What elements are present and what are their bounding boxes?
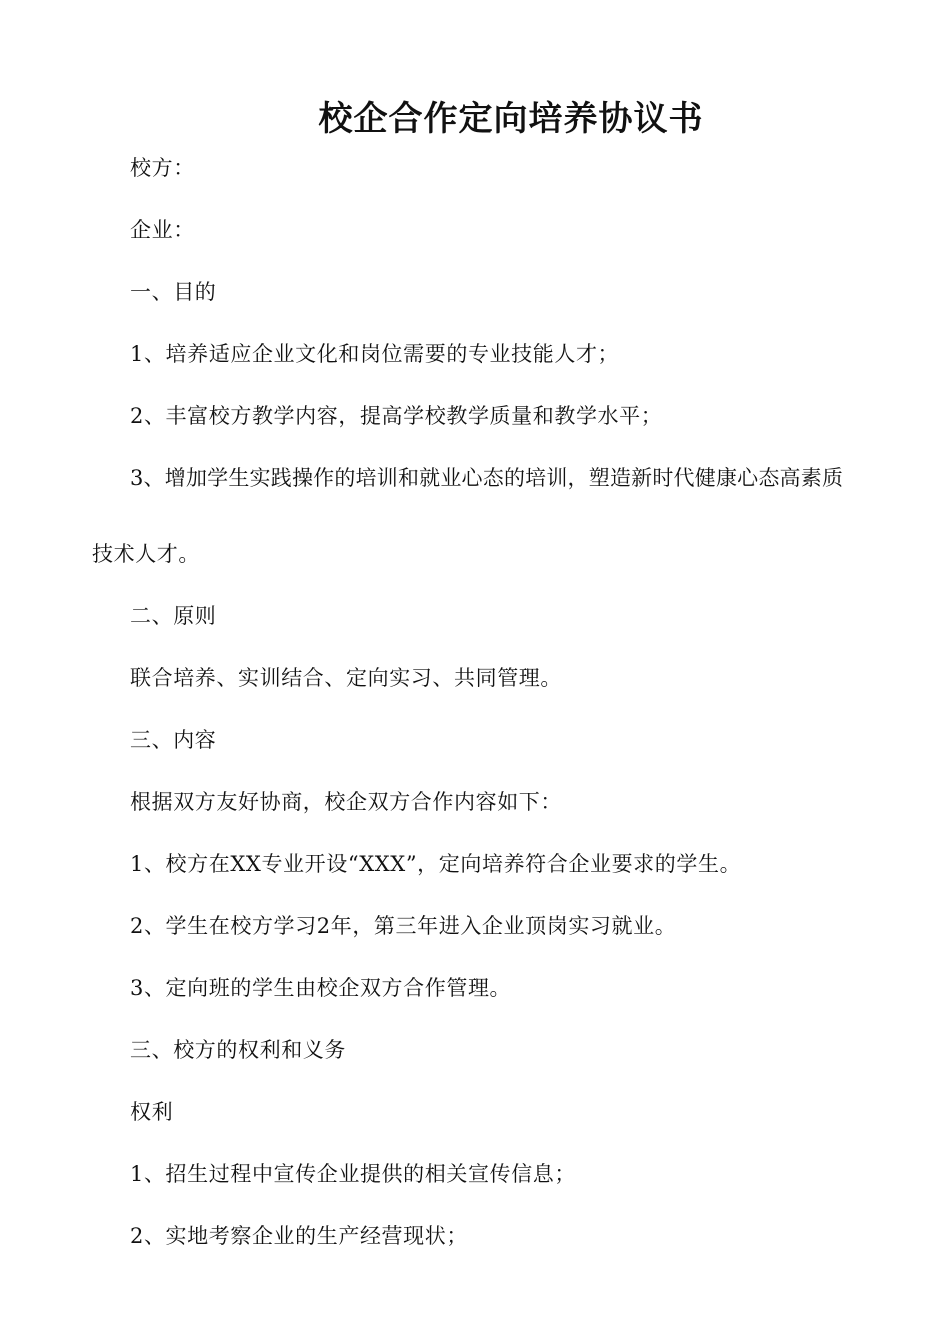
section-heading-purpose: 一、目的 [130,280,217,304]
purpose-item-3-continuation: 技术人才。 [92,542,200,566]
content-intro: 根据双方友好协商，校企双方合作内容如下： [130,790,562,814]
section-heading-school-rights: 三、校方的权利和义务 [130,1038,346,1062]
content-item-1: 1、校方在XX专业开设“XXX”，定向培养符合企业要求的学生。 [130,852,742,876]
rights-item-2: 2、实地考察企业的生产经营现状； [130,1224,468,1248]
content-item-3: 3、定向班的学生由校企双方合作管理。 [130,976,512,1000]
document-title: 校企合作定向培养协议书 [318,99,704,139]
subheading-rights: 权利 [130,1100,174,1124]
principle-text: 联合培养、实训结合、定向实习、共同管理。 [130,666,562,690]
party-enterprise-line: 企业： [130,218,195,242]
purpose-item-2: 2、丰富校方教学内容，提高学校教学质量和教学水平； [130,404,663,428]
rights-item-1: 1、招生过程中宣传企业提供的相关宣传信息； [130,1162,576,1186]
content-item-2: 2、学生在校方学习2年，第三年进入企业顶岗实习就业。 [130,914,677,938]
party-school-line: 校方： [130,156,195,180]
purpose-item-3: 3、增加学生实践操作的培训和就业心态的培训，塑造新时代健康心态高素质 [130,466,844,490]
section-heading-content: 三、内容 [130,728,217,752]
purpose-item-1: 1、培养适应企业文化和岗位需要的专业技能人才； [130,342,620,366]
section-heading-principle: 二、原则 [130,604,217,628]
